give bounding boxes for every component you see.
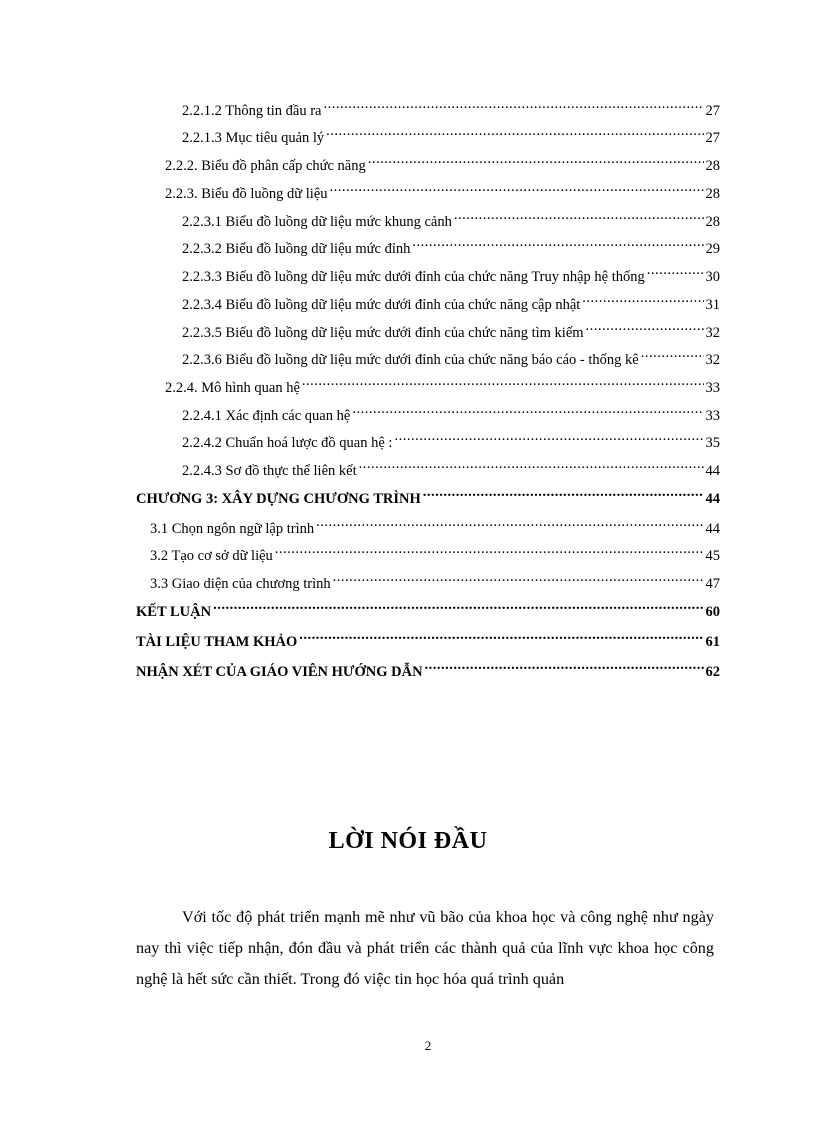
toc-entry-page: 27: [705, 103, 720, 119]
toc-dot-leader: [330, 176, 704, 198]
toc-entry-page: 28: [705, 158, 720, 174]
toc-entry[interactable]: [165, 370, 720, 396]
toc-chapter-entry[interactable]: [136, 624, 720, 650]
toc-dot-leader: [352, 398, 703, 420]
toc-entry-page: 61: [705, 634, 720, 650]
toc-entry[interactable]: [182, 342, 720, 368]
toc-chapter-entry[interactable]: [136, 481, 720, 507]
toc-dot-leader: [368, 148, 704, 170]
toc-dot-leader: [213, 594, 703, 616]
toc-entry-page: 27: [705, 130, 720, 146]
toc-dot-leader: [647, 259, 704, 281]
toc-entry-label: 2.2.3.4 Biểu đồ luồng dữ liệu mức dưới đỉnh của chức năng cập nhật: [182, 297, 581, 313]
toc-entry[interactable]: [182, 204, 720, 230]
toc-entry[interactable]: [182, 425, 720, 451]
toc-entry-label: 2.2.3.5 Biểu đồ luồng dữ liệu mức dưới đỉnh của chức năng tìm kiếm: [182, 325, 584, 341]
toc-entry-page: 45: [705, 548, 720, 564]
toc-entry[interactable]: [182, 398, 720, 424]
toc-dot-leader: [454, 204, 704, 226]
toc-entry-page: 47: [705, 576, 720, 592]
toc-entry[interactable]: [182, 287, 720, 313]
toc-entry[interactable]: [182, 453, 720, 479]
toc-dot-leader: [275, 538, 704, 560]
toc-entry-label: NHẬN XÉT CỦA GIÁO VIÊN HƯỚNG DẪN: [136, 664, 423, 680]
toc-entry-page: 44: [705, 521, 720, 537]
toc-entry-label: 2.2.4.3 Sơ đồ thực thể liên kết: [182, 463, 357, 479]
toc-entry-label: 2.2.1.3 Mục tiêu quản lý: [182, 130, 325, 146]
toc-entry-label: 2.2.4.2 Chuẩn hoá lược đồ quan hệ :: [182, 435, 393, 451]
toc-entry[interactable]: [182, 231, 720, 257]
toc-chapter-entry[interactable]: [136, 594, 720, 620]
toc-dot-leader: [333, 566, 704, 588]
toc-entry-page: 30: [705, 269, 720, 285]
toc-entry-page: 44: [705, 491, 720, 507]
toc-entry[interactable]: [150, 538, 720, 564]
toc-entry-label: 2.2.1.2 Thông tin đầu ra: [182, 103, 322, 119]
toc-entry-page: 32: [705, 352, 720, 368]
toc-entry[interactable]: [182, 93, 720, 119]
toc-entry-label: 2.2.3.6 Biểu đồ luồng dữ liệu mức dưới đỉnh của chức năng báo cáo - thống kê: [182, 352, 639, 368]
toc-entry[interactable]: [150, 511, 720, 537]
toc-entry[interactable]: [182, 315, 720, 341]
toc-entry[interactable]: [182, 120, 720, 146]
toc-dot-leader: [316, 511, 703, 533]
toc-entry-label: 2.2.4.1 Xác định các quan hệ: [182, 408, 351, 424]
toc-entry-page: 60: [705, 604, 720, 620]
toc-dot-leader: [394, 425, 703, 447]
toc-entry-label: 2.2.4. Mô hình quan hệ: [165, 380, 300, 396]
toc-entry-page: 44: [705, 463, 720, 479]
toc-entry[interactable]: [165, 148, 720, 174]
toc-dot-leader: [302, 370, 704, 392]
toc-dot-leader: [412, 231, 703, 253]
toc-entry-label: TÀI LIỆU THAM KHẢO: [136, 634, 298, 650]
toc-entry-label: CHƯƠNG 3: XÂY DỰNG CHƯƠNG TRÌNH: [136, 491, 421, 507]
toc-entry-label: 3.1 Chọn ngôn ngữ lập trình: [150, 521, 315, 537]
toc-dot-leader: [323, 93, 703, 115]
toc-dot-leader: [299, 624, 703, 646]
preface-paragraph: Với tốc độ phát triển mạnh mẽ như vũ bão của khoa học và công nghệ như ngày nay thì việc tiếp nhận, đón đầu và phát triển các thành quả của lĩnh vực khoa học công nghệ là hết sức cần thiết. Trong đó việc tin học hóa quá trình quản: [136, 908, 714, 988]
toc-entry[interactable]: [150, 566, 720, 592]
toc-entry-label: 3.2 Tạo cơ sở dữ liệu: [150, 548, 273, 564]
toc-entry-page: 28: [705, 186, 720, 202]
toc-dot-leader: [586, 315, 704, 337]
preface-title: LỜI NÓI ĐẦU: [328, 828, 488, 854]
toc-entry[interactable]: [182, 259, 720, 285]
toc-entry-label: 2.2.2. Biểu đồ phân cấp chức năng: [165, 158, 366, 174]
toc-entry-label: KẾT LUẬN: [136, 604, 212, 620]
page-number: 2: [424, 1038, 432, 1053]
toc-chapter-entry[interactable]: [136, 654, 720, 680]
toc-entry-label: 2.2.3. Biểu đồ luồng dữ liệu: [165, 186, 328, 202]
toc-dot-leader: [582, 287, 703, 309]
toc-entry-page: 29: [705, 241, 720, 257]
toc-dot-leader: [326, 120, 703, 142]
toc-entry-page: 33: [705, 380, 720, 396]
toc-entry-page: 28: [705, 214, 720, 230]
toc-entry-label: 3.3 Giao diện của chương trình: [150, 576, 331, 592]
toc-entry-label: 2.2.3.2 Biểu đồ luồng dữ liệu mức đỉnh: [182, 241, 411, 257]
toc-entry-label: 2.2.3.1 Biểu đồ luồng dữ liệu mức khung cảnh: [182, 214, 452, 230]
toc-dot-leader: [359, 453, 704, 475]
toc-entry[interactable]: [165, 176, 720, 202]
toc-dot-leader: [423, 481, 704, 503]
toc-entry-page: 62: [705, 664, 720, 680]
toc-entry-page: 32: [705, 325, 720, 341]
toc-entry-page: 35: [705, 435, 720, 451]
toc-entry-label: 2.2.3.3 Biểu đồ luồng dữ liệu mức dưới đỉnh của chức năng Truy nhập hệ thống: [182, 269, 645, 285]
toc-dot-leader: [641, 342, 704, 364]
toc-entry-page: 33: [705, 408, 720, 424]
toc-entry-page: 31: [705, 297, 720, 313]
toc-dot-leader: [425, 654, 704, 676]
